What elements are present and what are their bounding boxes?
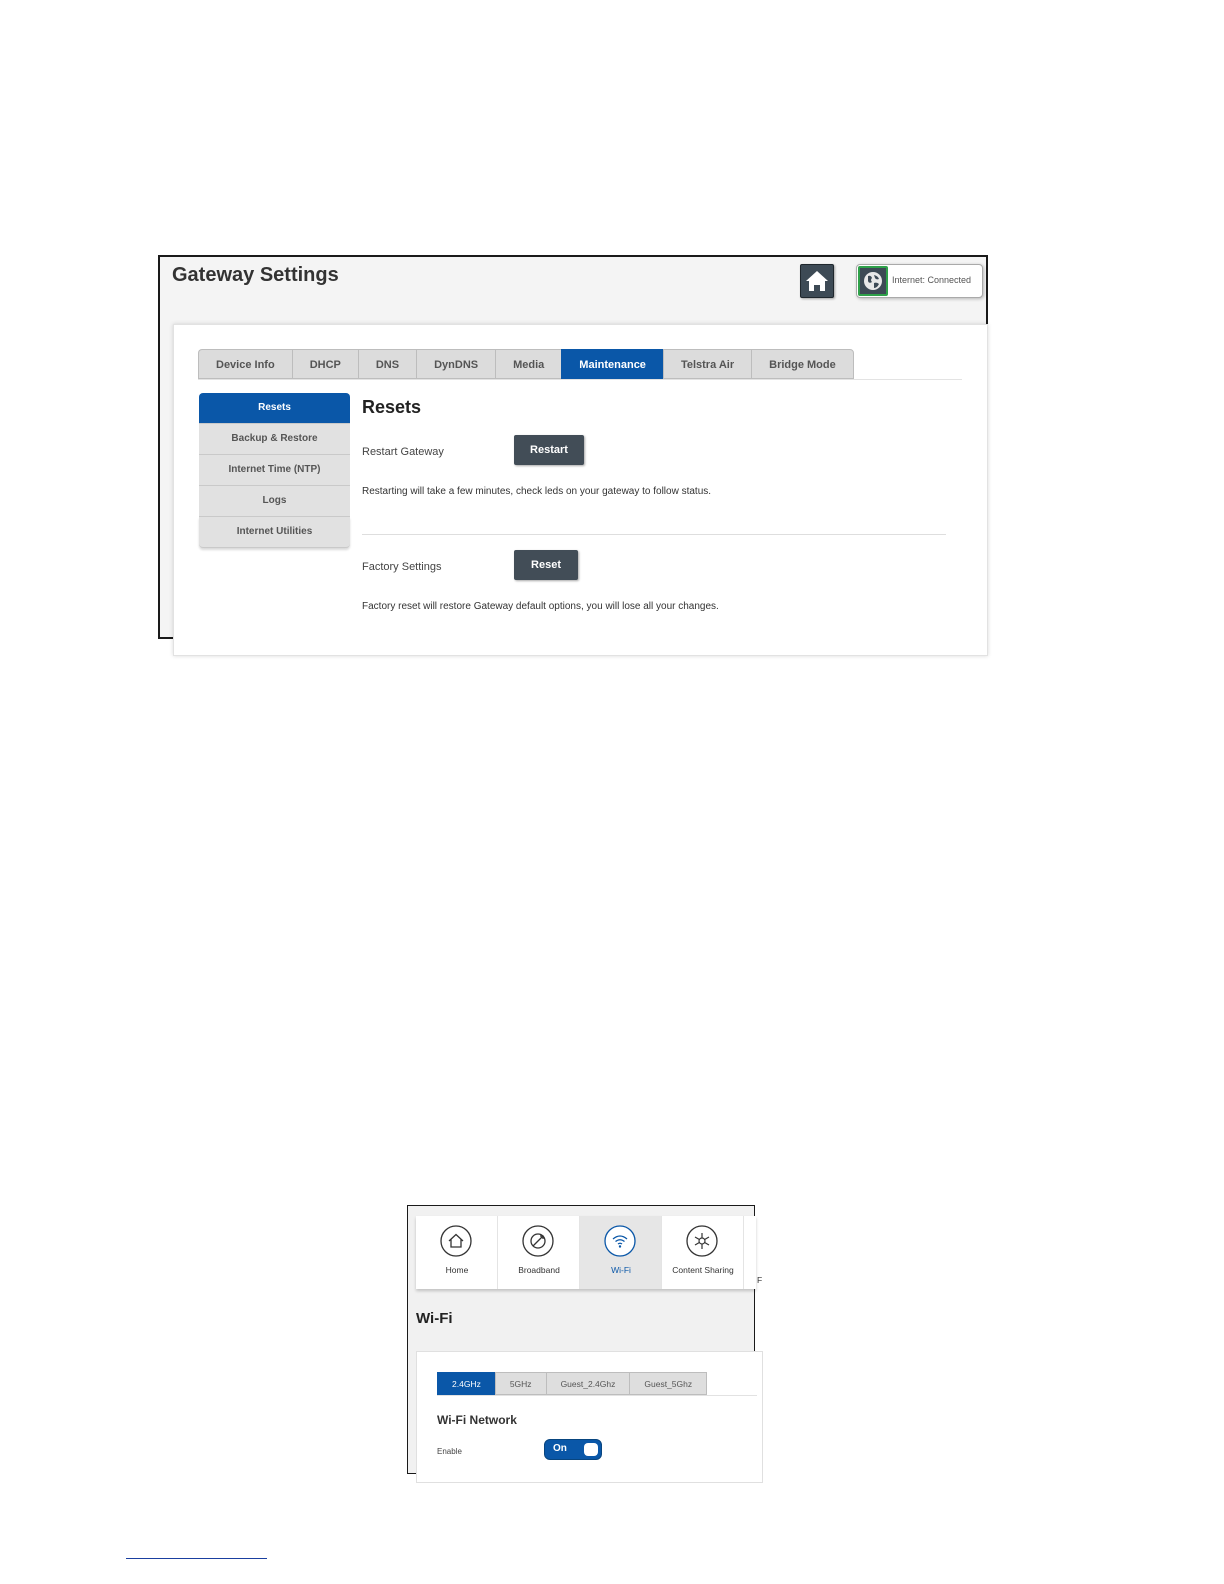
nav-item-content-sharing[interactable] [662,1216,744,1289]
side-menu [199,393,350,548]
tab-bridge-mode[interactable]: Bridge Mode [751,349,854,379]
tab-maintenance[interactable]: Maintenance [561,349,663,379]
footnote-rule [126,1558,267,1559]
wifi-screenshot [407,1205,763,1474]
nav-label-wifi: Wi-Fi [611,1265,631,1275]
nav-label-content-sharing: Content Sharing [672,1265,734,1275]
enable-label: Enable [437,1447,462,1456]
toggle-state: On [553,1443,567,1454]
top-nav [416,1216,763,1289]
wifi-network-title: Wi-Fi Network [437,1413,517,1427]
side-item-internet-time[interactable]: Internet Time (NTP) [199,455,350,486]
section-divider [362,534,946,535]
nav-item-truncated[interactable]: F [757,1275,763,1285]
tab-dns[interactable]: DNS [358,349,416,379]
settings-panel [173,324,988,656]
restart-button[interactable]: Restart [514,435,584,465]
toggle-knob [584,1443,598,1456]
tab-dhcp[interactable]: DHCP [292,349,358,379]
tab-telstra-air[interactable]: Telstra Air [663,349,751,379]
tab-dyndns[interactable]: DynDNS [416,349,495,379]
tab-2-4ghz[interactable]: 2.4GHz [437,1372,495,1395]
nav-item-home[interactable] [416,1216,498,1289]
nav-label-broadband: Broadband [518,1265,560,1275]
factory-settings-label: Factory Settings [362,561,442,573]
band-tab-divider [437,1395,757,1396]
tab-5ghz[interactable]: 5GHz [495,1372,546,1395]
restart-description: Restarting will take a few minutes, check leds on your gateway to follow status. [362,486,712,497]
home-icon [440,1225,472,1257]
side-item-backup-restore[interactable]: Backup & Restore [199,424,350,455]
nav-label-home: Home [445,1265,469,1275]
broadband-icon [522,1225,554,1257]
restart-gateway-label: Restart Gateway [362,446,444,458]
wifi-icon [604,1225,636,1257]
side-item-logs[interactable]: Logs [199,486,350,517]
wifi-card [416,1351,763,1483]
tab-bar [198,349,854,379]
page-title: Gateway Settings [172,264,339,286]
side-item-resets[interactable]: Resets [199,393,350,424]
status-text: Internet: Connected [892,275,972,285]
gateway-settings-screenshot [158,255,988,639]
enable-toggle[interactable] [544,1439,602,1460]
tab-guest-2-4ghz[interactable]: Guest_2.4Ghz [546,1372,630,1395]
tab-media[interactable]: Media [495,349,561,379]
internet-status[interactable] [856,264,983,298]
home-button[interactable] [800,264,834,298]
side-item-internet-utilities[interactable]: Internet Utilities [199,517,350,548]
nav-item-wifi[interactable] [580,1216,662,1289]
globe-icon [858,266,888,296]
nav-item-broadband[interactable] [498,1216,580,1289]
reset-button[interactable]: Reset [514,550,578,580]
tab-guest-5ghz[interactable]: Guest_5Ghz [629,1372,707,1395]
factory-description: Factory reset will restore Gateway default options, you will lose all your changes. [362,601,719,612]
home-icon [801,265,833,297]
tab-device-info[interactable]: Device Info [198,349,292,379]
band-tabs [437,1372,707,1395]
section-title: Resets [362,397,422,417]
content-sharing-icon [686,1225,718,1257]
wifi-page-title: Wi-Fi [416,1310,453,1327]
tab-divider [198,379,962,380]
